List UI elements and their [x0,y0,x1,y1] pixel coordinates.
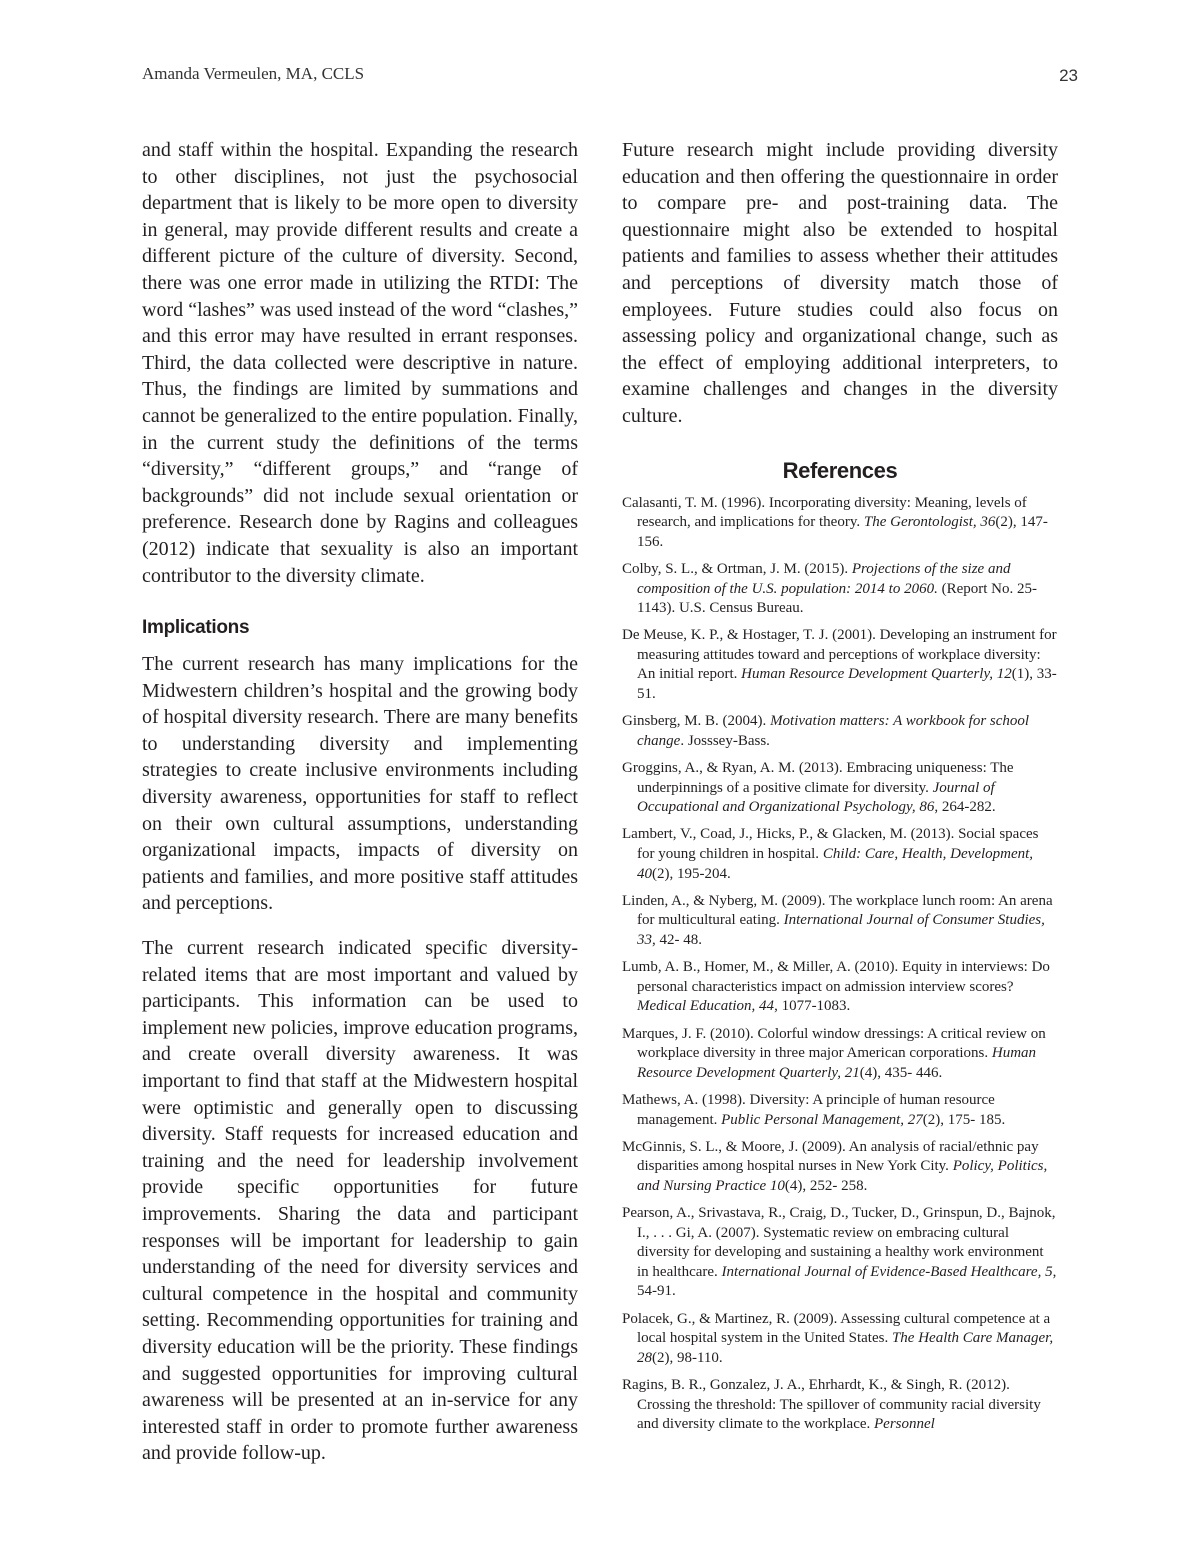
body-paragraph: The current research has many implications for the Midwestern children’s hospital and the growing body of hospital diversity research. There are many benefits to understanding diversity and implementing strategies to create inclusive environments including diversity awareness, opportunities for staff to reflect on their own cultural assumptions, understanding organizational impacts, impacts of diversity on patients and families, and more positive staff attitudes and perceptions. [142,653,578,915]
reference-entry: Lambert, V., Coad, J., Hicks, P., & Glacken, M. (2013). Social spaces for young children in hospital. Child: Care, Health, Development, 40(2), 195-204. [622,826,1039,882]
section-heading-references: References [782,457,898,483]
reference-entry: De Meuse, K. P., & Hostager, T. J. (2001). Developing an instrument for measuring attitudes toward and perceptions of workplace diversity: An initial report. Human Resource Development Quarterly, 12(1), 33- 51. [622,627,1057,703]
reference-entry: McGinnis, S. L., & Moore, J. (2009). An analysis of racial/ethnic pay disparities among hospital nurses in New York City. Policy, Politics, and Nursing Practice 10(4), 252- 258. [622,1138,1048,1194]
page-number: 23 [1059,66,1078,85]
body-paragraph: Future research might include providing diversity education and then offering the questionnaire in order to compare pre- and post-training data. The questionnaire might also be extended to hospital patients and families to assess whether their attitudes and perceptions of diversity match those of employees. Future studies could also focus on assessing policy and organizational change, such as the effect of employing additional interpreters, to examine challenges and changes in the diversity culture. [622,139,1058,427]
reference-entry: Calasanti, T. M. (1996). Incorporating diversity: Meaning, levels of research, and implications for theory. The Gerontologist, 36(2), 147-156. [622,494,1048,550]
reference-entry: Mathews, A. (1998). Diversity: A principle of human resource management. Public Personal Management, 27(2), 175- 185. [622,1091,1006,1128]
reference-entry: Lumb, A. B., Homer, M., & Miller, A. (2010). Equity in interviews: Do personal characteristics impact on admission interview scores? Medical Education, 44, 1077-1083. [622,959,1050,1015]
reference-entry: Colby, S. L., & Ortman, J. M. (2015). Projections of the size and composition of the U.S. population: 2014 to 2060. (Report No. 25-1143). U.S. Census Bureau. [622,560,1037,617]
reference-entry: Ragins, B. R., Gonzalez, J. A., Ehrhardt, K., & Singh, R. (2012). Crossing the threshold: The spillover of community racial diversity and diversity climate to the workplace. Personnel [622,1377,1041,1433]
reference-entry: Marques, J. F. (2010). Colorful window dressings: A critical review on workplace diversity in three major American corporations. Human Resource Development Quarterly, 21(4), 435- 446. [622,1025,1046,1081]
reference-entry: Ginsberg, M. B. (2004). Motivation matters: A workbook for school change. Josssey-Bass. [622,713,1030,749]
left-column [142,137,578,1467]
reference-entry: Groggins, A., & Ryan, A. M. (2013). Embracing uniqueness: The underpinnings of a positive climate for diversity. Journal of Occupational and Organizational Psychology, 86, 264-282. [622,760,1014,816]
reference-entry: Linden, A., & Nyberg, M. (2009). The workplace lunch room: An arena for multicultural eating. International Journal of Consumer Studies, 33, 42- 48. [622,892,1053,948]
right-column [622,137,1058,1442]
reference-list [622,494,1058,1435]
reference-entry: Pearson, A., Srivastava, R., Craig, D., Tucker, D., Grinspun, D., Bajnok, I., . . . Gi, A. (2007). Systematic review on embracing cultural diversity for developing and sustaining a healthy work environment in healthcare. International Journal of Evidence-Based Healthcare, 5, 54-91. [622,1205,1057,1300]
running-header-author: Amanda Vermeulen, MA, CCLS [142,64,365,83]
body-paragraph: The current research indicated specific diversity-related items that are most important and valued by participants. This information can be used to implement new policies, improve education programs, and create overall diversity awareness. It was important to find that staff at the Midwestern hospital were optimistic and generally open to discussing diversity. Staff requests for increased education and training and the need for leadership involvement provide specific opportunities for future improvements. Sharing the data and participant responses will be important for leadership to gain understanding of the need for diversity services and cultural competence in the hospital and community setting. Recommending opportunities for training and diversity education will be the priority. These findings and suggested opportunities for improving cultural awareness will be presented at an in-service for any interested staff in order to promote further awareness and provide follow-up. [142,937,578,1465]
section-heading-implications: Implications [142,617,250,639]
reference-entry: Polacek, G., & Martinez, R. (2009). Assessing cultural competence at a local hospital system in the United States. The Health Care Manager, 28(2), 98-110. [622,1310,1054,1366]
body-paragraph: and staff within the hospital. Expanding the research to other disciplines, not just the psychosocial department that is likely to be more open to diversity in general, may provide different results and create a different picture of the culture of diversity. Second, there was one error made in utilizing the RTDI: The word “lashes” was used instead of the word “clashes,” and this error may have resulted in errant responses. Third, the data collected were descriptive in nature. Thus, the findings are limited by summations and cannot be generalized to the entire population. Finally, in the current study the definitions of the terms “diversity,” “different groups,” and “range of backgrounds” did not include sexual orientation or preference. Research done by Ragins and colleagues (2012) indicate that sexuality is also an important contributor to the diversity climate. [142,139,578,587]
